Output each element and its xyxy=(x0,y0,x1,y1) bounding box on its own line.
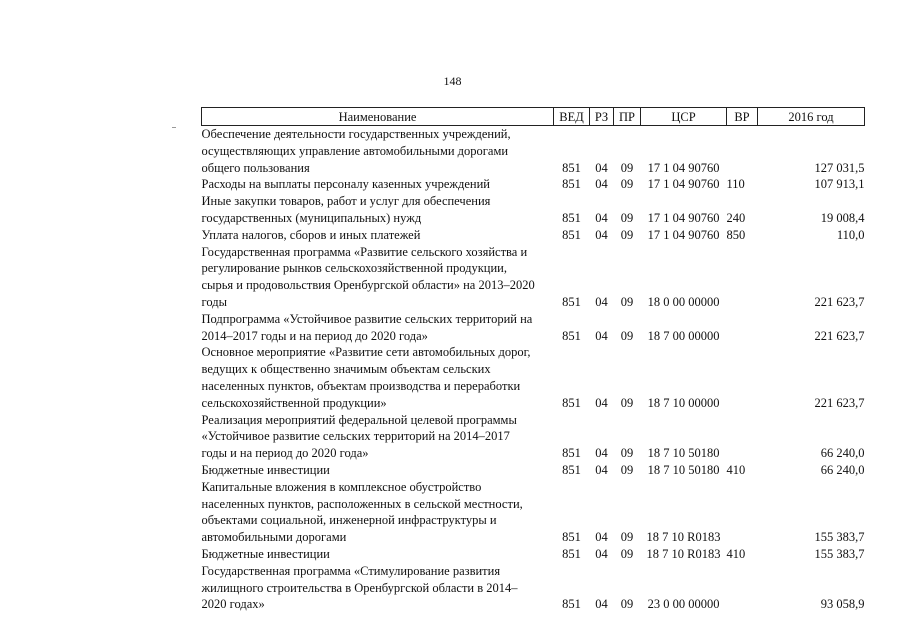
row-amount: 110,0 xyxy=(836,227,865,242)
row-amount: 221 623,7 xyxy=(814,294,865,309)
row-name-line: осуществляющих управление автомобильными дорогами xyxy=(201,143,509,158)
row-ved: 851 xyxy=(562,395,581,410)
row-amount: 93 058,9 xyxy=(820,597,865,612)
row-csr: 17 1 04 90760 xyxy=(647,160,720,175)
row-rz: 04 xyxy=(595,177,608,192)
table-row xyxy=(202,126,865,177)
row-csr: 23 0 00 00000 xyxy=(647,597,720,612)
table-row xyxy=(202,244,865,311)
header-ved: ВЕД xyxy=(554,108,590,126)
row-ved: 851 xyxy=(562,597,581,612)
budget-table xyxy=(201,107,865,613)
row-ved: 851 xyxy=(562,546,581,561)
row-pr: 09 xyxy=(620,395,634,410)
row-csr: 17 1 04 90760 xyxy=(647,210,720,225)
row-name-line: Капитальные вложения в комплексное обустройство xyxy=(201,479,482,494)
row-rz: 04 xyxy=(595,462,608,477)
row-name-line: Бюджетные инвестиции xyxy=(201,546,330,561)
row-ved: 851 xyxy=(562,446,581,461)
row-amount: 221 623,7 xyxy=(814,328,865,343)
table-row xyxy=(202,479,865,546)
row-name xyxy=(202,563,554,613)
row-vr xyxy=(727,244,758,311)
row-amount: 221 623,7 xyxy=(814,395,865,410)
row-vr xyxy=(727,479,758,546)
row-pr: 09 xyxy=(620,530,634,545)
row-name-line: «Устойчивое развитие сельских территорий на 2014–2017 xyxy=(201,429,510,444)
row-vr xyxy=(727,563,758,613)
row-amount: 19 008,4 xyxy=(820,210,865,225)
row-name-line: жилищного строительства в Оренбургской области в 2014– xyxy=(201,580,518,595)
row-name-line: ведущих к общественно значимым объектам сельских xyxy=(201,362,491,377)
row-name-line: автомобильными дорогами xyxy=(201,530,347,545)
row-name xyxy=(202,193,554,227)
table-header-row xyxy=(202,108,865,126)
row-ved: 851 xyxy=(562,177,581,192)
row-rz: 04 xyxy=(595,546,608,561)
row-vr: 240 xyxy=(726,210,746,225)
table-row xyxy=(202,176,865,193)
row-name xyxy=(202,479,554,546)
header-year: 2016 год xyxy=(758,108,865,126)
row-rz: 04 xyxy=(595,294,608,309)
row-vr: 410 xyxy=(726,462,746,477)
row-name-line: Реализация мероприятий федеральной целевой программы xyxy=(201,412,517,427)
row-csr: 18 7 10 R0183 xyxy=(646,530,721,545)
row-vr xyxy=(727,311,758,345)
header-csr: ЦСР xyxy=(641,108,727,126)
row-csr: 17 1 04 90760 xyxy=(647,177,720,192)
header-name: Наименование xyxy=(202,108,554,126)
row-ved: 851 xyxy=(562,462,581,477)
row-name xyxy=(202,227,554,244)
row-csr: 18 7 10 R0183 xyxy=(646,546,721,561)
row-name-line: общего пользования xyxy=(201,160,310,175)
row-pr: 09 xyxy=(620,597,634,612)
row-name xyxy=(202,462,554,479)
row-vr: 850 xyxy=(726,227,746,242)
header-pr: ПР xyxy=(614,108,641,126)
row-amount: 107 913,1 xyxy=(814,177,865,192)
row-ved: 851 xyxy=(562,294,581,309)
row-name xyxy=(202,311,554,345)
table-row xyxy=(202,546,865,563)
row-rz: 04 xyxy=(595,210,608,225)
row-pr: 09 xyxy=(620,160,634,175)
row-name-line: Основное мероприятие «Развитие сети автомобильных дорог, xyxy=(201,345,531,360)
row-pr: 09 xyxy=(620,446,634,461)
row-name-line: 2014–2017 годы и на период до 2020 года» xyxy=(201,328,428,343)
row-name-line: сырья и продовольствия Оренбургской области» на 2013–2020 xyxy=(201,278,535,293)
row-rz: 04 xyxy=(595,160,608,175)
row-name xyxy=(202,546,554,563)
table-row xyxy=(202,412,865,462)
row-rz: 04 xyxy=(595,530,608,545)
row-name-line: Бюджетные инвестиции xyxy=(201,462,330,477)
row-name-line: 2020 годах» xyxy=(201,597,265,612)
row-pr: 09 xyxy=(620,462,634,477)
row-rz: 04 xyxy=(595,597,608,612)
row-amount: 127 031,5 xyxy=(814,160,865,175)
row-name xyxy=(202,244,554,311)
row-name-line: регулирование рынков сельскохозяйственной продукции, xyxy=(201,261,507,276)
row-ved: 851 xyxy=(562,530,581,545)
table-row xyxy=(202,462,865,479)
table-row xyxy=(202,344,865,411)
row-rz: 04 xyxy=(595,446,608,461)
row-ved: 851 xyxy=(562,210,581,225)
row-name-line: сельскохозяйственной продукции» xyxy=(201,395,387,410)
row-rz: 04 xyxy=(595,328,608,343)
page-number: 148 xyxy=(443,74,462,88)
row-amount: 66 240,0 xyxy=(820,462,865,477)
row-name-line: Государственная программа «Стимулирование развития xyxy=(201,563,501,578)
row-name-line: Подпрограмма «Устойчивое развитие сельских территорий на xyxy=(201,311,533,326)
row-csr: 17 1 04 90760 xyxy=(647,227,720,242)
header-vr: ВР xyxy=(727,108,758,126)
row-name-line: Расходы на выплаты персоналу казенных учреждений xyxy=(201,177,490,192)
row-name-line: годы и на период до 2020 года» xyxy=(201,446,369,461)
table-row xyxy=(202,227,865,244)
row-vr: 110 xyxy=(726,177,745,192)
row-name-line: государственных (муниципальных) нужд xyxy=(201,210,422,225)
row-amount: 155 383,7 xyxy=(814,546,865,561)
row-vr xyxy=(727,126,758,177)
row-rz: 04 xyxy=(595,395,608,410)
row-pr: 09 xyxy=(620,294,634,309)
row-name-line: населенных пунктов, расположенных в сельской местности, xyxy=(201,496,523,511)
row-csr: 18 0 00 00000 xyxy=(647,294,720,309)
row-name-line: населенных пунктов, объектам производства и переработки xyxy=(201,378,521,393)
row-ved: 851 xyxy=(562,160,581,175)
row-pr: 09 xyxy=(620,328,634,343)
row-name xyxy=(202,176,554,193)
row-name-line: Иные закупки товаров, работ и услуг для обеспечения xyxy=(201,194,491,209)
row-amount: 66 240,0 xyxy=(820,446,865,461)
table-row xyxy=(202,311,865,345)
row-csr: 18 7 00 00000 xyxy=(647,328,720,343)
row-csr: 18 7 10 50180 xyxy=(647,446,720,461)
row-name-line: Уплата налогов, сборов и иных платежей xyxy=(201,227,421,242)
row-name-line: Государственная программа «Развитие сельского хозяйства и xyxy=(201,244,528,259)
row-name xyxy=(202,412,554,462)
row-ved: 851 xyxy=(562,328,581,343)
row-pr: 09 xyxy=(620,546,634,561)
row-pr: 09 xyxy=(620,210,634,225)
row-vr xyxy=(727,344,758,411)
row-name-line: годы xyxy=(201,294,227,309)
table-row xyxy=(202,193,865,227)
header-rz: РЗ xyxy=(590,108,614,126)
row-vr xyxy=(727,412,758,462)
row-rz: 04 xyxy=(595,227,608,242)
row-name xyxy=(202,126,554,177)
margin-mark xyxy=(172,127,176,128)
row-pr: 09 xyxy=(620,177,634,192)
row-name-line: Обеспечение деятельности государственных учреждений, xyxy=(201,127,511,141)
row-name-line: объектами социальной, инженерной инфраструктуры и xyxy=(201,513,497,528)
row-ved: 851 xyxy=(562,227,581,242)
table-row xyxy=(202,563,865,613)
row-pr: 09 xyxy=(620,227,634,242)
row-csr: 18 7 10 00000 xyxy=(647,395,720,410)
row-csr: 18 7 10 50180 xyxy=(647,462,720,477)
row-name xyxy=(202,344,554,411)
row-amount: 155 383,7 xyxy=(814,530,865,545)
row-vr: 410 xyxy=(726,546,746,561)
